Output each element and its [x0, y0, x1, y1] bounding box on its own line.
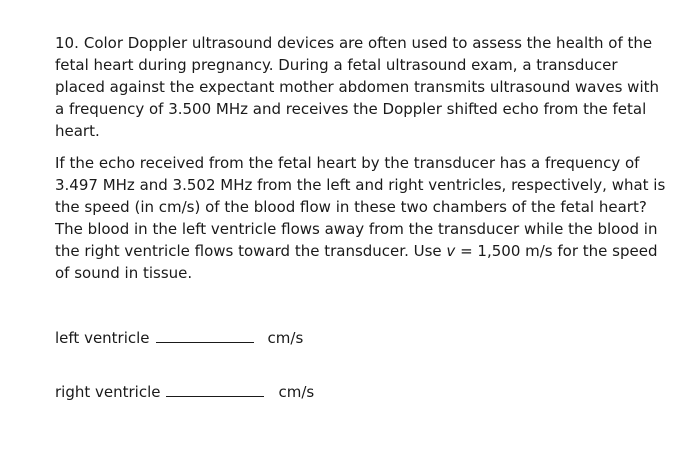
- answer-row-left-ventricle: [55, 327, 303, 349]
- question-paragraph-1: [55, 32, 670, 142]
- question-number: 10.: [55, 34, 79, 52]
- answer-row-right-ventricle: [55, 381, 314, 403]
- right-ventricle-answer-blank[interactable]: [166, 382, 264, 397]
- left-ventricle-answer-blank[interactable]: [156, 328, 254, 343]
- left-ventricle-unit: cm/s: [267, 329, 304, 347]
- question-block: [55, 32, 670, 294]
- question-prompt-tail: = 1,500 m/s for the speed of sound in tissue.: [55, 242, 658, 282]
- speed-variable: v: [446, 242, 456, 260]
- right-ventricle-unit: cm/s: [278, 383, 315, 401]
- question-intro-text: Color Doppler ultrasound devices are often used to assess the health of the fetal heart during pregnancy. During a fetal ultrasound exam, a transducer placed against the expectant mother abdomen transmits ultrasound waves with a frequency of 3.500 MHz and receives the Doppler shifted echo from the fetal heart.: [55, 34, 659, 140]
- left-ventricle-label: left ventricle: [55, 329, 150, 347]
- question-paragraph-2: [55, 152, 670, 284]
- right-ventricle-label: right ventricle: [55, 383, 161, 401]
- question-prompt-text: If the echo received from the fetal heart by the transducer has a frequency of 3.497 MHz and 3.502 MHz from the left and right ventricles, respectively, what is the speed (in cm/s) of the blood flow in these two chambers of the fetal heart? The blood in the left ventricle flows away from the transducer while the blood in the right ventricle flows toward the transducer. Use: [55, 154, 666, 260]
